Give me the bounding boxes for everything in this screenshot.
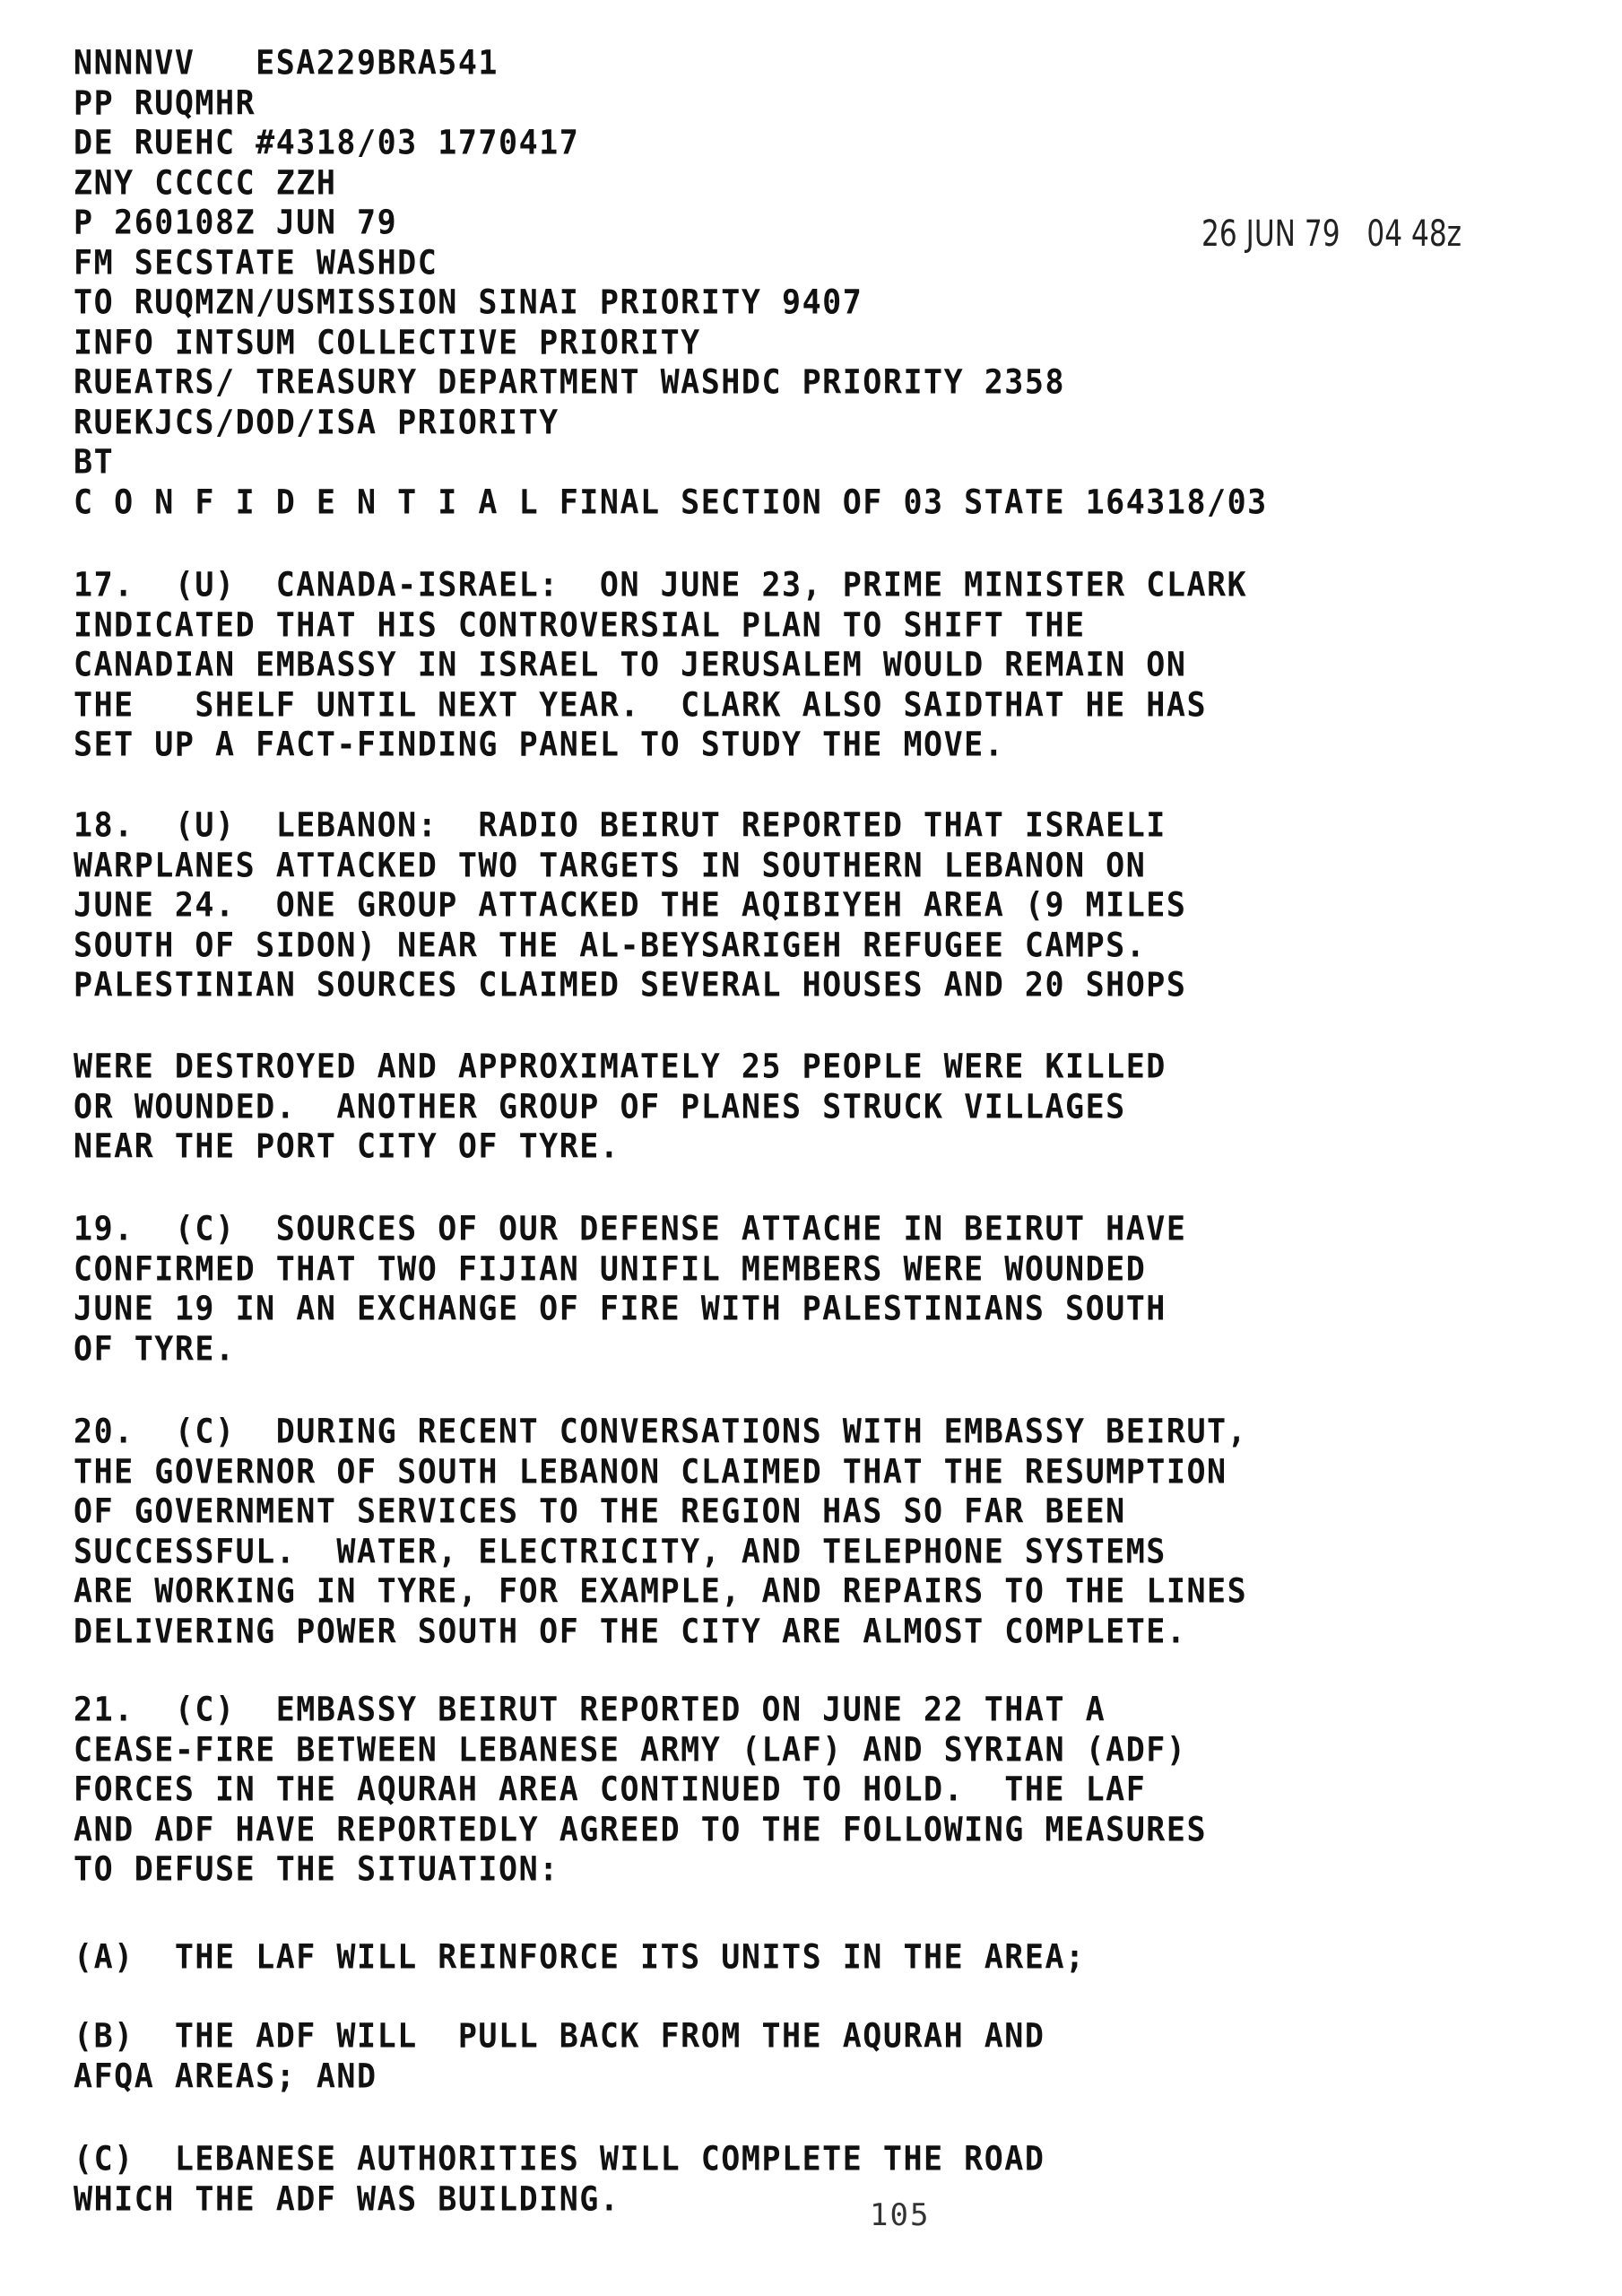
header-line: INFO INTSUM COLLECTIVE PRIORITY [74, 323, 701, 362]
paragraph-line: DELIVERING POWER SOUTH OF THE CITY ARE ALMOST COMPLETE. [74, 1612, 1187, 1651]
paragraph-line: THE SHELF UNTIL NEXT YEAR. CLARK ALSO SAIDTHAT HE HAS [74, 685, 1208, 725]
header-line: RUEKJCS/DOD/ISA PRIORITY [74, 403, 559, 442]
paragraph-line: 20. (C) DURING RECENT CONVERSATIONS WITH EMBASSY BEIRUT, [74, 1413, 1248, 1452]
paragraph-line: 21. (C) EMBASSY BEIRUT REPORTED ON JUNE 22 THAT A [74, 1691, 1106, 1730]
header-line: FM SECSTATE WASHDC [74, 243, 438, 283]
paragraph-line: 17. (U) CANADA-ISRAEL: ON JUNE 23, PRIME MINISTER CLARK [74, 566, 1248, 605]
paragraph-line: NEAR THE PORT CITY OF TYRE. [74, 1127, 620, 1167]
paragraph-line: FORCES IN THE AQURAH AREA CONTINUED TO HOLD. THE LAF [74, 1770, 1147, 1810]
paragraph-line: SUCCESSFUL. WATER, ELECTRICITY, AND TELEPHONE SYSTEMS [74, 1532, 1167, 1571]
paragraph-line: TO DEFUSE THE SITUATION: [74, 1850, 559, 1890]
header-line: BT [74, 443, 115, 483]
header-line: RUEATRS/ TREASURY DEPARTMENT WASHDC PRIORITY 2358 [74, 363, 1066, 403]
header-line: P 260108Z JUN 79 [74, 204, 398, 243]
paragraph-line: OF TYRE. [74, 1329, 236, 1369]
page-number: 105 [870, 2197, 931, 2233]
paragraph-line: ARE WORKING IN TYRE, FOR EXAMPLE, AND REPAIRS TO THE LINES [74, 1572, 1248, 1612]
paragraph-line: AND ADF HAVE REPORTEDLY AGREED TO THE FOLLOWING MEASURES [74, 1810, 1208, 1849]
paragraph-line: AFQA AREAS; AND [74, 2057, 377, 2096]
paragraph-line: INDICATED THAT HIS CONTROVERSIAL PLAN TO SHIFT THE [74, 605, 1086, 645]
paragraph-line: CONFIRMED THAT TWO FIJIAN UNIFIL MEMBERS WERE WOUNDED [74, 1249, 1147, 1289]
paragraph-line: WERE DESTROYED AND APPROXIMATELY 25 PEOPLE WERE KILLED [74, 1048, 1167, 1087]
paragraph-line: PALESTINIAN SOURCES CLAIMED SEVERAL HOUSES AND 20 SHOPS [74, 966, 1187, 1005]
header-line: NNNNVV ESA229BRA541 [74, 44, 499, 83]
paragraph-line: OF GOVERNMENT SERVICES TO THE REGION HAS SO FAR BEEN [74, 1492, 1126, 1532]
paragraph-line: 19. (C) SOURCES OF OUR DEFENSE ATTACHE IN BEIRUT HAVE [74, 1210, 1187, 1249]
header-line: TO RUQMZN/USMISSION SINAI PRIORITY 9407 [74, 283, 863, 323]
paragraph-line: JUNE 24. ONE GROUP ATTACKED THE AQIBIYEH AREA (9 MILES [74, 886, 1187, 926]
paragraph-line: CANADIAN EMBASSY IN ISRAEL TO JERUSALEM WOULD REMAIN ON [74, 646, 1187, 685]
paragraph-line: THE GOVERNOR OF SOUTH LEBANON CLAIMED THAT THE RESUMPTION [74, 1452, 1227, 1492]
paragraph-line: (B) THE ADF WILL PULL BACK FROM THE AQURAH AND [74, 2017, 1045, 2057]
paragraph-line: WHICH THE ADF WAS BUILDING. [74, 2179, 620, 2219]
header-line: DE RUEHC #4318/03 1770417 [74, 124, 580, 163]
paragraph-line: 18. (U) LEBANON: RADIO BEIRUT REPORTED THAT ISRAELI [74, 806, 1167, 846]
paragraph-line: (C) LEBANESE AUTHORITIES WILL COMPLETE THE ROAD [74, 2140, 1045, 2179]
received-date-stamp: 26 JUN 79 04 48z [1201, 213, 1462, 255]
paragraph-line: JUNE 19 IN AN EXCHANGE OF FIRE WITH PALESTINIANS SOUTH [74, 1290, 1167, 1329]
paragraph-line: SET UP A FACT-FINDING PANEL TO STUDY THE MOVE. [74, 726, 1005, 765]
paragraph-line: (A) THE LAF WILL REINFORCE ITS UNITS IN THE AREA; [74, 1938, 1086, 1978]
header-line: ZNY CCCCC ZZH [74, 163, 337, 203]
classification-line: C O N F I D E N T I A L FINAL SECTION OF 03 STATE 164318/03 [74, 483, 1268, 522]
header-line: PP RUQMHR [74, 83, 256, 123]
paragraph-line: WARPLANES ATTACKED TWO TARGETS IN SOUTHERN LEBANON ON [74, 846, 1147, 885]
paragraph-line: SOUTH OF SIDON) NEAR THE AL-BEYSARIGEH REFUGEE CAMPS. [74, 926, 1147, 965]
paragraph-line: CEASE-FIRE BETWEEN LEBANESE ARMY (LAF) AND SYRIAN (ADF) [74, 1730, 1187, 1770]
paragraph-line: OR WOUNDED. ANOTHER GROUP OF PLANES STRUCK VILLAGES [74, 1087, 1126, 1126]
